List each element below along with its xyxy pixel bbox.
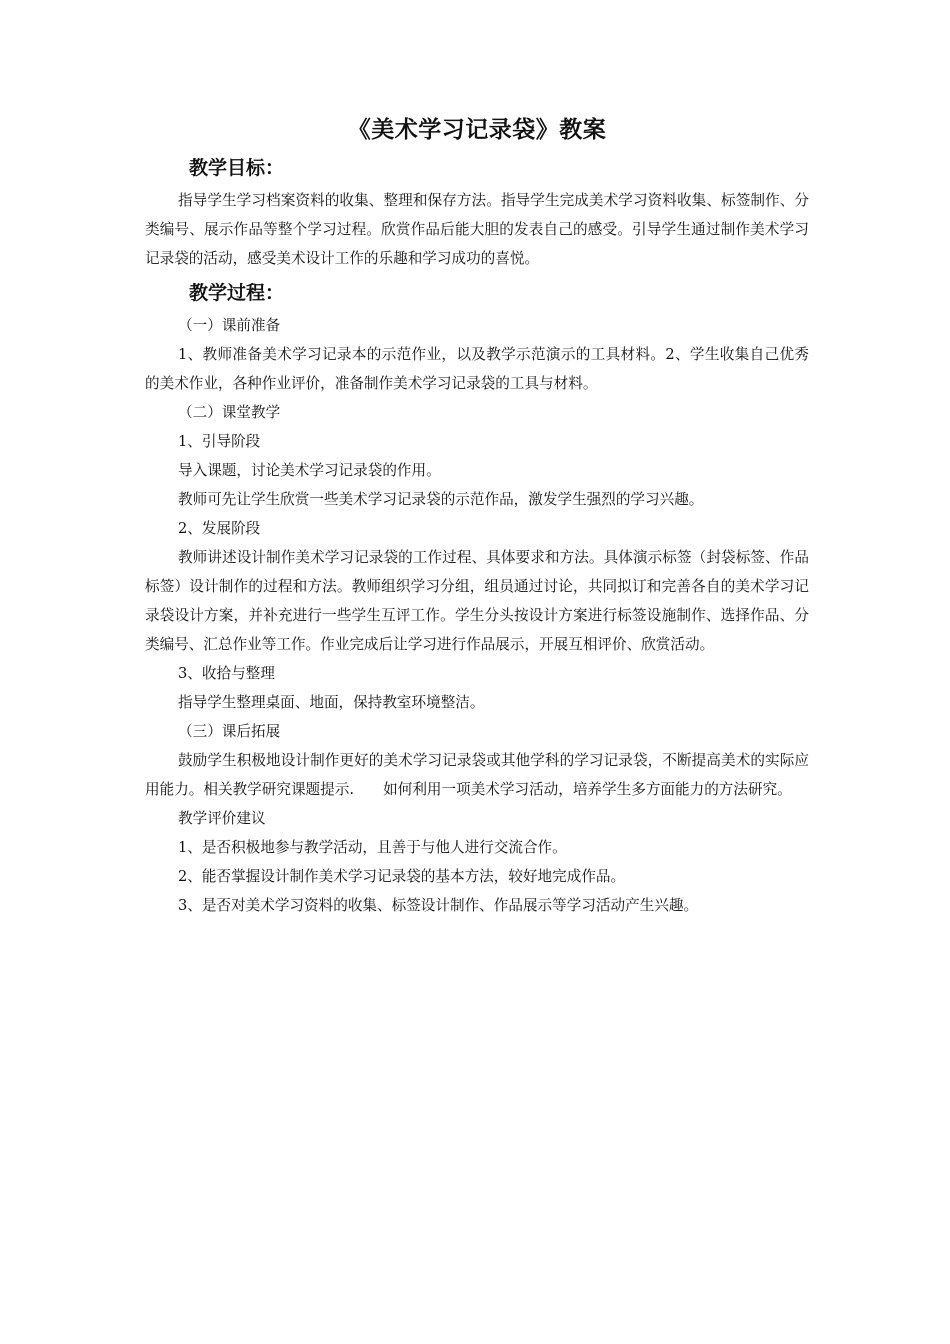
stage-tidy-heading: 3、收拾与整理	[178, 665, 275, 682]
subsection-classroom: （二）课堂教学	[178, 404, 281, 421]
objectives-paragraph: 指导学生学习档案资料的收集、整理和保存方法。指导学生完成美术学习资料收集、标签制作、分类编号、展示作品等整个学习过程。欣赏作品后能大胆的发表自己的感受。引导学生通过制作美术学习记录袋的活动，感受美术设计工作的乐趣和学习成功的喜悦。	[145, 192, 809, 267]
subsection-pre-class: （一）课前准备	[178, 317, 281, 334]
stage-guide-paragraph-2: 教师可先让学生欣赏一些美术学习记录袋的示范作品，激发学生强烈的学习兴趣。	[178, 491, 704, 508]
evaluation-item-2: 2、能否掌握设计制作美术学习记录袋的基本方法，较好地完成作品。	[178, 868, 626, 885]
evaluation-item-3: 3、是否对美术学习资料的收集、标签设计制作、作品展示等学习活动产生兴趣。	[178, 897, 699, 914]
pre-class-paragraph: 1、教师准备美术学习记录本的示范作业，以及教学示范演示的工具材料。2、学生收集自己优秀的美术作业，各种作业评价，准备制作美术学习记录袋的工具与材料。	[145, 346, 809, 392]
stage-develop-heading: 2、发展阶段	[178, 520, 261, 537]
subsection-after-class: （三）课后拓展	[178, 723, 281, 740]
section-heading-objectives: 教学目标：	[189, 157, 285, 179]
section-heading-process: 教学过程：	[189, 282, 285, 304]
stage-develop-paragraph: 教师讲述设计制作美术学习记录袋的工作过程、具体要求和方法。具体演示标签（封袋标签、作品标签）设计制作的过程和方法。教师组织学习分组，组员通过讨论，共同拟订和完善各自的美术学习记录袋设计方案，并补充进行一些学生互评工作。学生分头按设计方案进行标签设施制作、选择作品、分类编号、汇总作业等工作。作业完成后让学习进行作品展示，开展互相评价、欣赏活动。	[145, 549, 809, 653]
evaluation-item-1: 1、是否积极地参与教学活动，且善于与他人进行交流合作。	[178, 839, 567, 856]
after-class-paragraph: 鼓励学生积极地设计制作更好的美术学习记录袋或其他学科的学习记录袋，不断提高美术的实际应用能力。相关教学研究课题提示. 如何利用一项美术学习活动，培养学生多方面能力的方法研究。	[145, 752, 809, 798]
document-body	[145, 112, 809, 920]
stage-guide-heading: 1、引导阶段	[178, 433, 261, 450]
stage-guide-paragraph-1: 导入课题，讨论美术学习记录袋的作用。	[178, 462, 441, 479]
document-title: 《美术学习记录袋》教案	[347, 117, 607, 143]
evaluation-heading: 教学评价建议	[178, 810, 266, 827]
stage-tidy-paragraph: 指导学生整理桌面、地面，保持教室环境整洁。	[178, 694, 485, 711]
